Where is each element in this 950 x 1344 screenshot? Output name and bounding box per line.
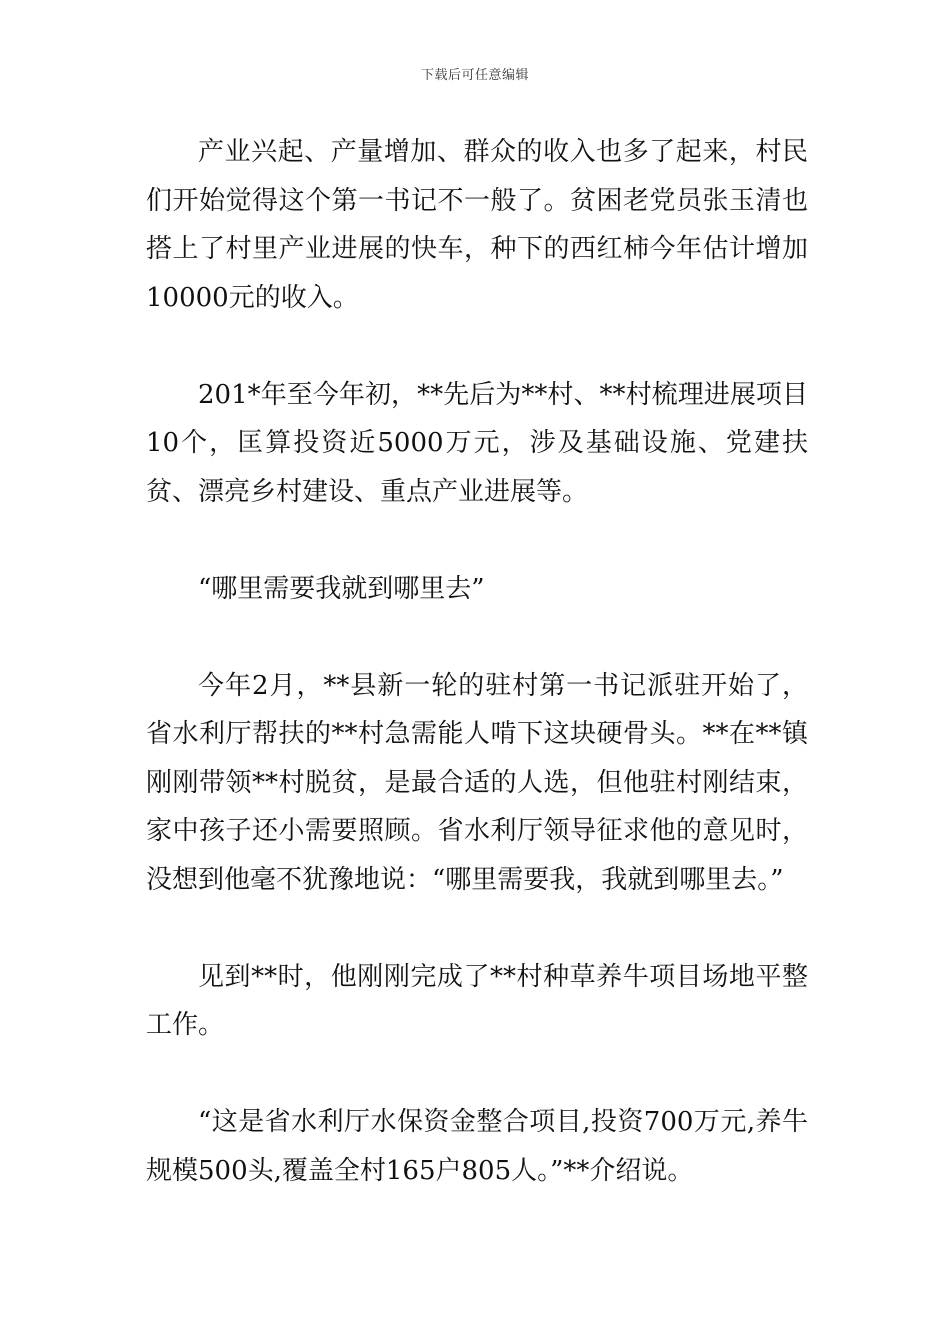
document-body (146, 128, 808, 1195)
paragraph-cattle-project: “这是省水利厅水保资金整合项目,投资700万元,养牛规模500头,覆盖全村165户805人。”**介绍说。 (146, 1107, 808, 1186)
paragraph-gap (146, 613, 808, 662)
paragraph-gap (146, 516, 808, 565)
paragraph-project-investment: 201*年至今年初，**先后为**村、**村梳理进展项目10个，匡算投资近5000万元，涉及基础设施、党建扶贫、漂亮乡村建设、重点产业进展等。 (146, 379, 808, 507)
paragraph-industry-income: 产业兴起、产量增加、群众的收入也多了起来，村民们开始觉得这个第一书记不一般了。贫困老党员张玉清也搭上了村里产业进展的快车，种下的西红柿今年估计增加10000元的收入。 (146, 137, 808, 313)
paragraph-first-secretary: 今年2月，**县新一轮的驻村第一书记派驻开始了，省水利厅帮扶的**村急需能人啃下这块硬骨头。**在**镇刚刚带领**村脱贫，是最合适的人选，但他驻村刚结束，家中孩子还小需要照顾。省水利厅领导征求他的意见时，没想到他毫不犹豫地说：“哪里需要我，我就到哪里去。” (146, 670, 808, 895)
paragraph-gap (146, 1050, 808, 1099)
page-header: 下载后可任意编辑 (420, 68, 529, 83)
paragraph-gap (146, 904, 808, 953)
paragraph-site-work: 见到**时，他刚刚完成了**村种草养牛项目场地平整工作。 (146, 961, 808, 1040)
paragraph-gap (146, 322, 808, 371)
section-heading: “哪里需要我就到哪里去” (198, 573, 485, 604)
